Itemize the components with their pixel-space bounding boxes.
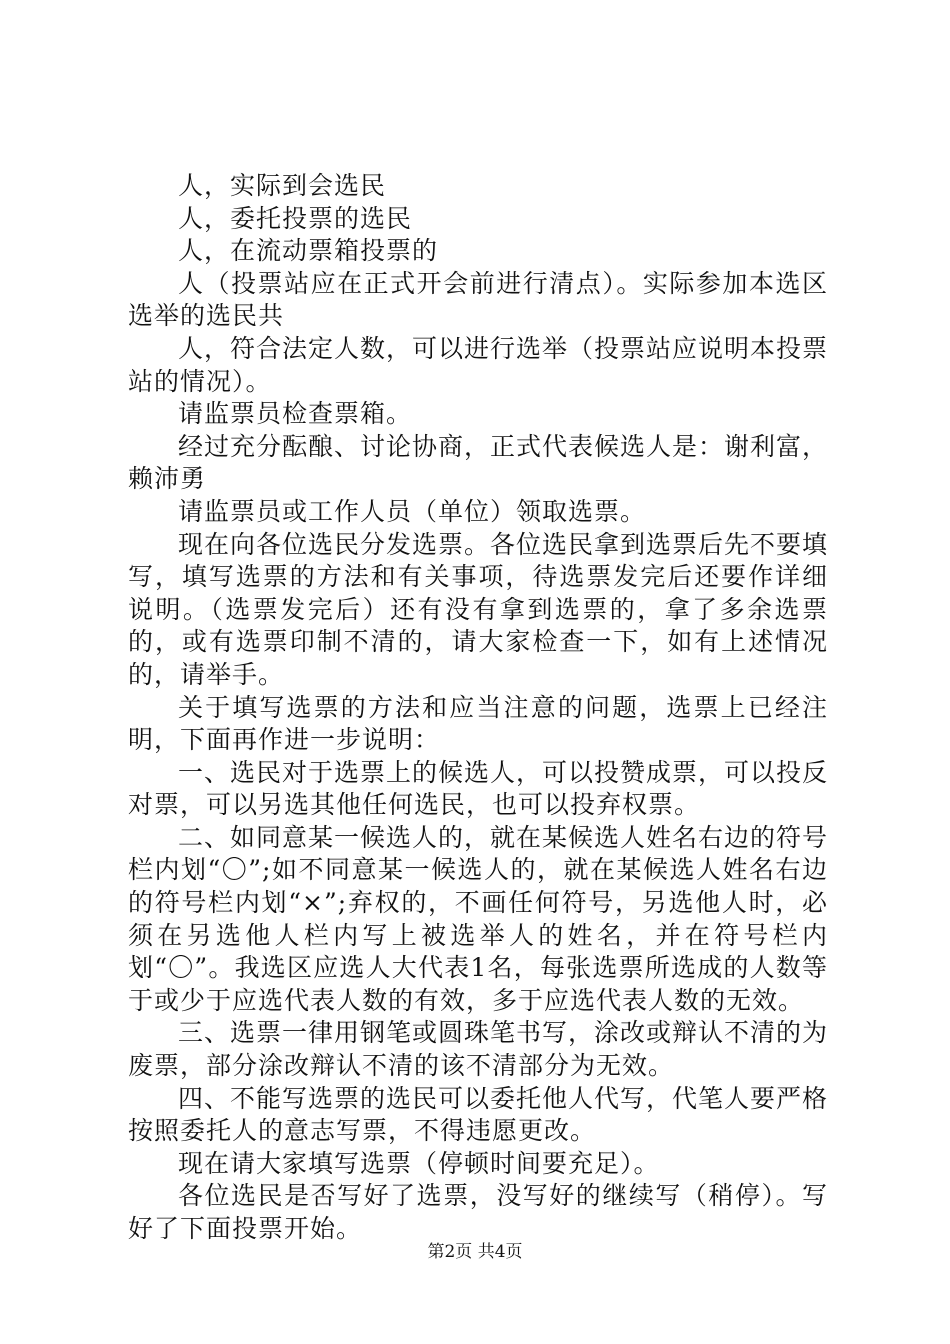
paragraph: 现在请大家填写选票（停顿时间要充足）。 [178, 1148, 660, 1178]
paragraph: 人，在流动票箱投票的 [178, 236, 439, 266]
paragraph: 关于填写选票的方法和应当注意的问题，选票上已经注明，下面再作进一步说明： [128, 692, 828, 755]
paragraph: 人（投票站应在正式开会前进行清点）。实际参加本选区选举的选民共 [128, 268, 828, 331]
paragraph: 各位选民是否写好了选票，没写好的继续写（稍停）。写好了下面投票开始。 [128, 1181, 828, 1243]
paragraph: 经过充分酝酿、讨论协商，正式代表候选人是：谢利富，赖沛勇 [128, 431, 829, 494]
paragraph: 二、如同意某一候选人的，就在某候选人姓名右边的符号栏内划“〇”;如不同意某一候选人的，就在某候选人姓名右边的符号栏内划“×”;弃权的，不画任何符号，另选他人时，必须在另选他人栏内写上被选举人的姓名，并在符号栏内划“〇”。我选区应选人大代表1名，每张选票所选成的人数等于或少于应选代表人数的有效，多于应选代表人数的无效。 [128, 822, 829, 1015]
paragraph: 请监票员检查票箱。 [178, 399, 413, 429]
paragraph: 请监票员或工作人员（单位）领取选票。 [178, 496, 647, 526]
paragraph: 现在向各位选民分发选票。各位选民拿到选票后先不要填写，填写选票的方法和有关事项，待选票发完后还要作详细说明。（选票发完后）还有没有拿到选票的，拿了多余选票的，或有选票印制不清的，请大家检查一下，如有上述情况的，请举手。 [128, 529, 829, 689]
paragraph: 三、选票一律用钢笔或圆珠笔书写，涂改或辩认不清的为废票，部分涂改辩认不清的该不清部分为无效。 [128, 1018, 829, 1081]
page-number: 第2页 共4页 [427, 1242, 523, 1262]
paragraph: 一、选民对于选票上的候选人，可以投赞成票，可以投反对票，可以另选其他任何选民，也可以投弃权票。 [128, 757, 829, 820]
page-footer [0, 1241, 950, 1263]
paragraph: 人，实际到会选民 [178, 171, 387, 200]
paragraph: 人，符合法定人数，可以进行选举（投票站应说明本投票站的情况）。 [128, 333, 829, 396]
paragraph: 人，委托投票的选民 [178, 203, 413, 233]
document-body [128, 170, 828, 1246]
paragraph: 四、不能写选票的选民可以委托他人代写，代笔人要严格按照委托人的意志写票，不得违愿更改。 [128, 1083, 829, 1146]
